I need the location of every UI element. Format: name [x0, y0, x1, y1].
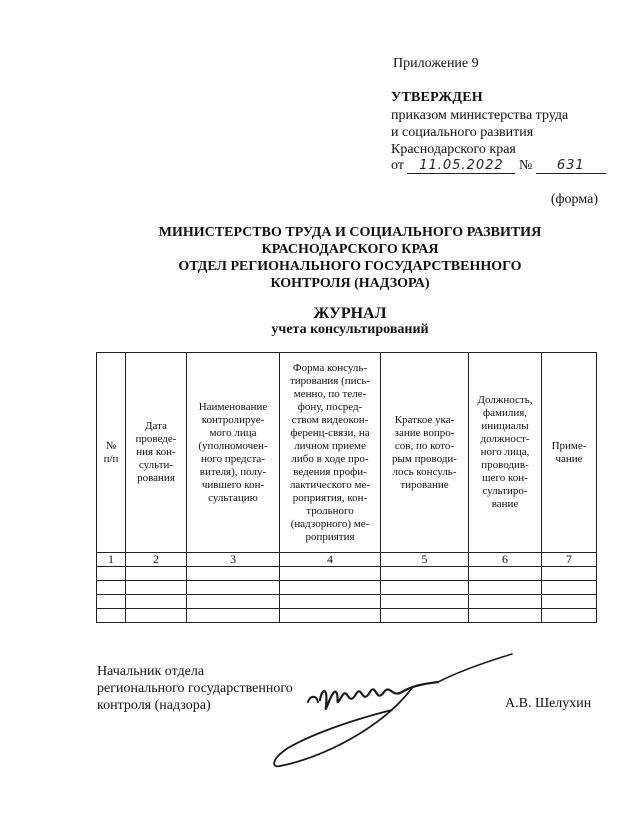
table-cell — [381, 581, 469, 595]
handwritten-date: 11.05.2022 — [407, 158, 515, 174]
header-col-1 — [97, 353, 126, 553]
header-text-line: ния кон- — [136, 446, 176, 458]
consultation-journal-table — [96, 352, 597, 623]
header-text-line: (уполномочен- — [198, 439, 268, 452]
approved-label: УТВЕРЖДЕН — [391, 90, 483, 105]
table-cell — [280, 595, 381, 609]
table-cell — [280, 581, 381, 595]
header-text-line: тирования (пись- — [289, 374, 371, 387]
column-number-cell: 7 — [542, 553, 597, 567]
column-number-cell: 5 — [381, 553, 469, 567]
table-cell — [126, 595, 187, 609]
header-text-line: ференц-связи, на — [290, 426, 370, 439]
header-col-5 — [381, 353, 469, 553]
handwritten-number: 631 — [536, 158, 606, 174]
column-number-cell: 6 — [469, 553, 542, 567]
header-text-line: инициалы — [481, 420, 529, 432]
signature-position-line1: Начальник отдела — [97, 664, 205, 679]
approval-date-number — [391, 158, 606, 174]
header-text-line: шего кон- — [482, 472, 528, 484]
header-text-line: сульти- — [138, 459, 174, 471]
header-text-line: Приме- — [551, 439, 587, 452]
header-text-line: п/п — [103, 452, 119, 465]
table-cell — [469, 567, 542, 581]
table-cell — [97, 595, 126, 609]
column-number-cell: 2 — [126, 553, 187, 567]
table-cell — [187, 581, 280, 595]
table-cell — [381, 567, 469, 581]
header-text-line: фамилия, — [482, 407, 528, 419]
header-text-line: проводив- — [481, 459, 529, 471]
table-cell — [126, 567, 187, 581]
header-text-line: чание — [555, 452, 583, 465]
department-heading-line1: ОТДЕЛ РЕГИОНАЛЬНОГО ГОСУДАРСТВЕННОГО — [178, 259, 522, 274]
header-text-line: лактического ме- — [289, 478, 371, 491]
header-text-line: № — [105, 439, 117, 452]
header-col-7 — [542, 353, 597, 553]
table-cell — [542, 595, 597, 609]
header-col-6 — [469, 353, 542, 553]
table-header-row — [97, 353, 597, 553]
header-text-line: вание — [491, 498, 519, 510]
handwritten-signature — [262, 648, 522, 778]
table-cell — [542, 581, 597, 595]
table-row — [97, 581, 597, 595]
table-cell — [187, 595, 280, 609]
column-number-cell: 1 — [97, 553, 126, 567]
header-text-line: проведе- — [135, 433, 177, 445]
ministry-heading-line2: КРАСНОДАРСКОГО КРАЯ — [261, 242, 439, 257]
table-cell — [126, 581, 187, 595]
header-text-line: трольного — [306, 504, 354, 517]
table-cell — [542, 567, 597, 581]
table-cell — [126, 609, 187, 623]
header-text-line: Наименование — [198, 400, 268, 413]
table-cell — [187, 609, 280, 623]
header-text-line: рования — [137, 472, 175, 484]
header-text-line: зание вопро- — [394, 426, 455, 439]
header-col-2 — [126, 353, 187, 553]
header-text-line: Форма консуль- — [292, 361, 368, 374]
header-text-line: контролируе- — [201, 413, 265, 426]
header-text-line: (надзорного) ме- — [290, 517, 370, 530]
table-cell — [381, 595, 469, 609]
column-number-cell: 3 — [187, 553, 280, 567]
table-row — [97, 609, 597, 623]
column-number-row — [97, 553, 597, 567]
header-text-line: тирование — [400, 478, 449, 491]
header-text-line: лось консуль- — [392, 465, 457, 478]
header-text-line: ного предста- — [201, 452, 265, 465]
signature-position-line2: регионального государственного — [97, 681, 293, 696]
header-text-line: ведения профи- — [293, 465, 367, 478]
form-label: (форма) — [550, 192, 598, 207]
journal-subtitle: учета консультирований — [271, 322, 429, 337]
approval-order-line: приказом министерства труда — [391, 108, 569, 123]
header-text-line: роприятия — [305, 530, 355, 543]
appendix-number: Приложение 9 — [393, 56, 479, 71]
header-text-line: сультацию — [208, 491, 258, 504]
header-text-line: личном приеме — [294, 439, 366, 452]
ministry-heading-line1: МИНИСТЕРСТВО ТРУДА И СОЦИАЛЬНОГО РАЗВИТИЯ — [158, 225, 542, 240]
table-row — [97, 567, 597, 581]
table-cell — [469, 581, 542, 595]
approval-region-line: Краснодарского края — [391, 142, 516, 157]
header-text-line: Краткое ука- — [394, 413, 455, 426]
from-label: от — [391, 158, 404, 173]
table-cell — [542, 609, 597, 623]
table-cell — [381, 609, 469, 623]
table-cell — [280, 567, 381, 581]
header-text-line: рым проводи- — [392, 452, 457, 465]
header-text-line: Должность, — [477, 394, 533, 406]
table-cell — [469, 609, 542, 623]
header-text-line: сов, по кото- — [394, 439, 455, 452]
header-text-line: ного лица, — [480, 446, 530, 458]
header-col-4 — [280, 353, 381, 553]
approval-ministry-line: и социального развития — [391, 125, 534, 140]
department-heading-line2: КОНТРОЛЯ (НАДЗОРА) — [270, 276, 430, 291]
signatory-name: А.В. Шелухин — [505, 696, 592, 711]
number-label: № — [518, 158, 533, 173]
header-text-line: сультиро- — [482, 485, 528, 497]
header-text-line: роприятия, кон- — [292, 491, 368, 504]
table-row — [97, 595, 597, 609]
table-cell — [97, 581, 126, 595]
header-text-line: должност- — [480, 433, 530, 445]
header-text-line: ством видеокон- — [291, 413, 369, 426]
table-cell — [187, 567, 280, 581]
header-text-line: либо в ходе про- — [291, 452, 369, 465]
header-text-line: чившего кон- — [201, 478, 265, 491]
column-number-cell: 4 — [280, 553, 381, 567]
header-text-line: менно, по теле- — [293, 387, 367, 400]
header-text-line: вителя), полу- — [199, 465, 267, 478]
journal-title: ЖУРНАЛ — [313, 305, 387, 322]
header-text-line: Дата — [145, 420, 167, 432]
table-cell — [469, 595, 542, 609]
header-text-line: фону, посред- — [297, 400, 363, 413]
table-cell — [97, 609, 126, 623]
header-text-line: мого лица — [209, 426, 257, 439]
table-cell — [280, 609, 381, 623]
table-cell — [97, 567, 126, 581]
signature-position-line3: контроля (надзора) — [97, 698, 211, 713]
header-col-3 — [187, 353, 280, 553]
